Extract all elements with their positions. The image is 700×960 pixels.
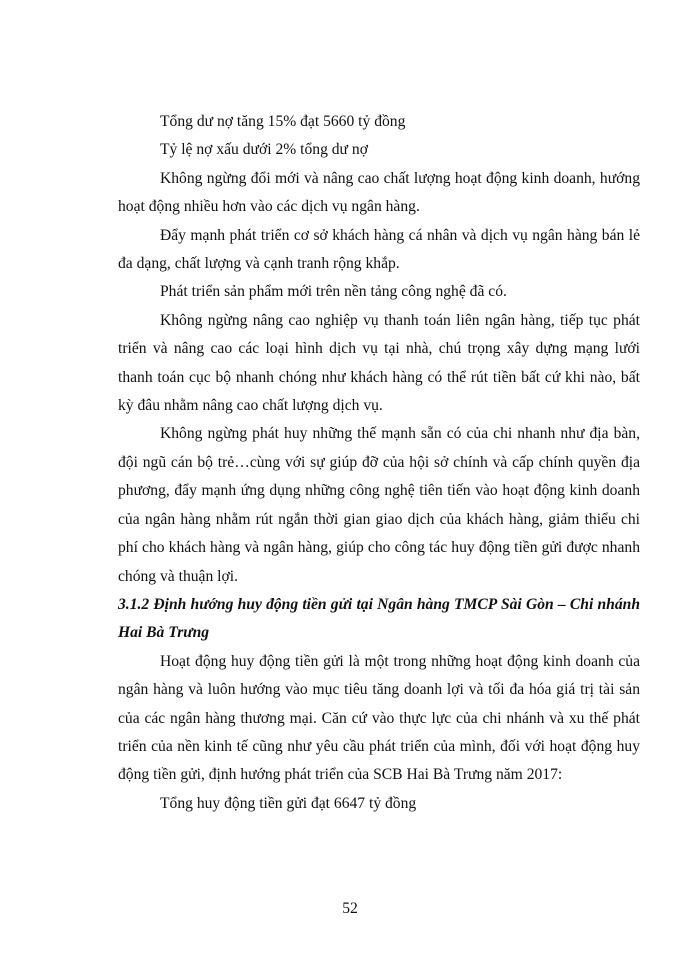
paragraph: Tổng dư nợ tăng 15% đạt 5660 tỷ đồng	[160, 113, 406, 130]
paragraph: Phát triển sản phẩm mới trên nền tảng công nghệ đã có.	[160, 283, 507, 301]
paragraph: Tỷ lệ nợ xấu dưới 2% tổng dư nợ	[160, 141, 368, 159]
paragraph: Không ngừng phát huy những thế mạnh sẵn có của chi nhanh như địa bàn, đội ngũ cán bộ trẻ…cùng với sự giúp đỡ của hội sở chính và cấp chính quyền địa phương, đẩy mạnh ứng dụng những công nghệ tiên tiến vào hoạt động kinh doanh của ngân hàng nhằm rút ngắn thời gian giao dịch của khách hàng, giảm thiểu chi phí cho khách hàng và ngân hàng, giúp cho công tác huy động tiền gửi được nhanh chóng và thuận lợi.	[118, 425, 640, 585]
paragraph: Không ngừng đổi mới và nâng cao chất lượng hoạt động kinh doanh, hướng hoạt động nhiều hơn vào các dịch vụ ngân hàng.	[118, 169, 640, 216]
paragraph: Không ngừng nâng cao nghiệp vụ thanh toán liên ngân hàng, tiếp tục phát triển và nâng cao các loại hình dịch vụ tại nhà, chú trọng xây dựng mạng lưới thanh toán cục bộ nhanh chóng như khách hàng có thể rút tiền bất cứ khi nào, bất kỳ đâu nhằm nâng cao chất lượng dịch vụ.	[118, 311, 640, 415]
paragraph: Đẩy mạnh phát triển cơ sở khách hàng cá nhân và dịch vụ ngân hàng bán lẻ đa dạng, chất lượng và cạnh tranh rộng khắp.	[118, 226, 640, 273]
page-number: 52	[342, 900, 358, 917]
body-text	[118, 108, 640, 818]
paragraph: Hoạt động huy động tiền gửi là một trong những hoạt động kinh doanh của ngân hàng và luôn hướng vào mục tiêu tăng doanh lợi và tối đa hóa giá trị tài sản của các ngân hàng thương mại. Căn cứ vào thực lực của chi nhánh và xu thế phát triển của nền kinh tế cũng như yêu cầu phát triển của mình, đối với hoạt động huy động tiền gửi, định hướng phát triển của SCB Hai Bà Trưng năm 2017:	[118, 652, 640, 784]
paragraph: Tổng huy động tiền gửi đạt 6647 tỷ đồng	[160, 794, 417, 812]
section-heading: 3.1.2 Định hướng huy động tiền gửi tại Ngân hàng TMCP Sài Gòn – Chi nhánh Hai Bà Trưng	[118, 595, 640, 642]
